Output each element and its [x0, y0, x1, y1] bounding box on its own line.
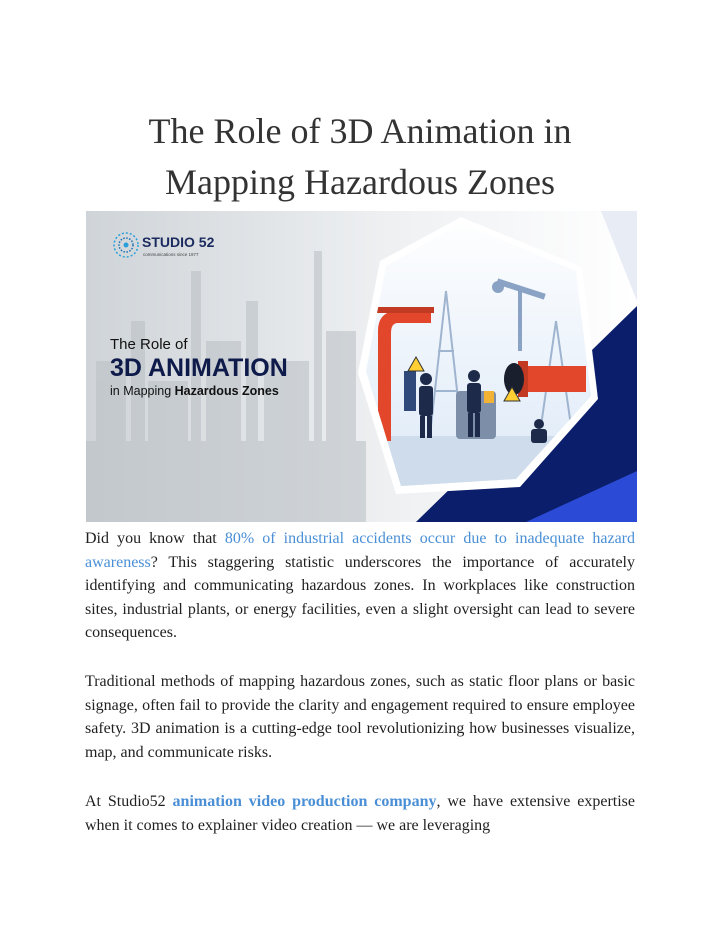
- page-title-line-2: Mapping Hazardous Zones: [165, 162, 555, 203]
- banner-line-1: The Role of: [110, 336, 188, 353]
- logo-name: STUDIO 52: [142, 234, 215, 250]
- p3-text-b: , we have extensive expertise when it comes to explainer video creation — we are leveraging: [85, 793, 635, 834]
- banner-line-3: [110, 384, 279, 398]
- page-title: [0, 106, 720, 208]
- logo-tagline: communications since 1977: [143, 252, 199, 257]
- banner-line-3-b: Hazardous Zones: [174, 384, 279, 398]
- hero-image: [86, 211, 637, 522]
- p1-text-b: ? This staggering statistic underscores the importance of accurately identifying and communicating hazardous zones. In workplaces like construction sites, industrial plants, or energy facilities, even a slight oversight can lead to severe consequences.: [85, 553, 635, 641]
- banner-line-3-a: in Mapping: [110, 384, 175, 398]
- hero-illustration: [86, 211, 637, 522]
- studio52-paragraph: [85, 790, 635, 837]
- traditional-methods-paragraph: Traditional methods of mapping hazardous zones, such as static floor plans or basic signage, often fail to provide the clarity and engagement required to ensure employee safety. 3D animation is a cutting-edge tool revolutionizing how businesses visualize, map, and communicate risks.: [85, 673, 635, 761]
- p3-text-a: At Studio52: [85, 793, 173, 810]
- statistic-link[interactable]: 80% of industrial accidents occur due to inadequate hazard awareness: [85, 530, 636, 571]
- banner-line-2: 3D ANIMATION: [110, 354, 288, 382]
- p1-text-a: Did you know that: [85, 530, 225, 547]
- page-title-line-1: The Role of 3D Animation in: [148, 111, 572, 152]
- intro-paragraph: [85, 527, 635, 645]
- animation-company-link[interactable]: animation video production company: [172, 793, 437, 810]
